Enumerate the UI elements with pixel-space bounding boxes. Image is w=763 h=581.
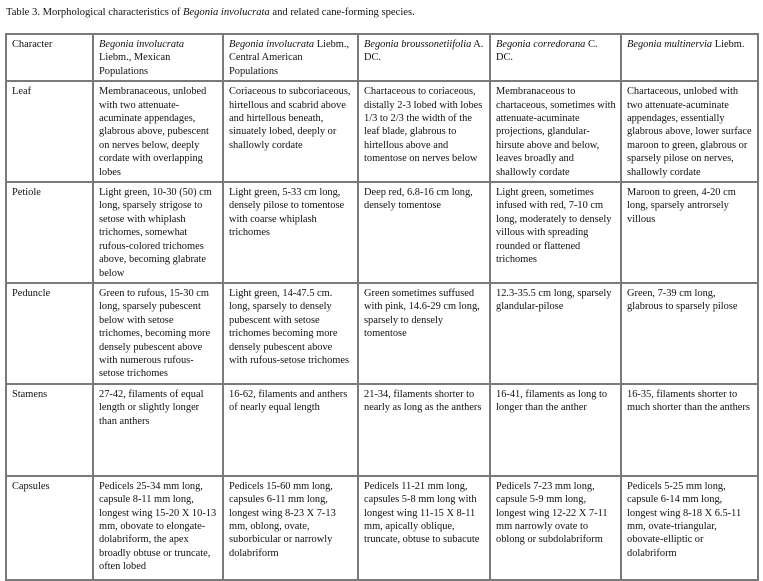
table-cell: 27-42, filaments of equal length or slightly longer than anthers — [93, 384, 223, 476]
table-cell: Deep red, 6.8-16 cm long, densely tomentose — [358, 182, 490, 283]
table-cell: Pedicels 5-25 mm long, capsule 6-14 mm long, longest wing 8-18 X 6.5-11 mm, ovate-triangular, obovate-elliptic or dolabriform — [621, 476, 758, 580]
table-cell: Pedicels 7-23 mm long, capsule 5-9 mm long, longest wing 12-22 X 7-11 mm narrowly ovate to oblong or subdolabriform — [490, 476, 621, 580]
table-cell: Light green, 10-30 (50) cm long, sparsely strigose to setose with whiplash trichomes, somewhat rufous-colored trichomes above, becoming glabrate below — [93, 182, 223, 283]
character-cell: Stamens — [6, 384, 93, 476]
column-header — [6, 34, 93, 81]
column-header — [223, 34, 358, 81]
character-cell: Peduncle — [6, 283, 93, 384]
table-cell: Membranaceous, unlobed with two attenuate-acuminate appendages, glabrous above, pubescent on nerves below, deeply cordate with overlapping lobes — [93, 81, 223, 182]
table-cell: Coriaceous to subcoriaceous, hirtellous and scabrid above and hirtellous beneath, sinuately lobed, deeply or shallowly cordate — [223, 81, 358, 182]
character-cell: Capsules — [6, 476, 93, 580]
header-label: Liebm., Mexican Populations — [99, 52, 171, 77]
table-row — [6, 182, 758, 283]
caption-text: Table 3. Morphological characteristics of — [6, 7, 183, 18]
table-cell: 16-41, filaments as long to longer than the anther — [490, 384, 621, 476]
table-cell: Green sometimes suffused with pink, 14.6-29 cm long, sparsely to densely tomentose — [358, 283, 490, 384]
table-row — [6, 283, 758, 384]
table-cell: 21-34, filaments shorter to nearly as long as the anthers — [358, 384, 490, 476]
morphology-table — [5, 33, 759, 581]
header-label: Liebm., Central American Populations — [229, 39, 350, 77]
table-cell: 16-35, filaments shorter to much shorter than the anthers — [621, 384, 758, 476]
header-species: Begonia broussonetiifolia — [364, 39, 472, 50]
column-header — [358, 34, 490, 81]
table-cell: Green to rufous, 15-30 cm long, sparsely pubescent below with setose trichomes, becoming more densely pubescent above with numerous rufous-setose trichomes — [93, 283, 223, 384]
table-cell: Light green, 14-47.5 cm. long, sparsely to densely pubescent with setose trichomes becoming more densely pubescent above with rufous-setose trichomes — [223, 283, 358, 384]
header-label: Character — [12, 39, 53, 50]
character-cell: Leaf — [6, 81, 93, 182]
table-cell: Maroon to green, 4-20 cm long, sparsely antrorsely villous — [621, 182, 758, 283]
column-header — [490, 34, 621, 81]
table-cell: Pedicels 11-21 mm long, capsules 5-8 mm long with longest wing 11-15 X 8-11 mm, apically oblique, truncate, obtuse to subacute — [358, 476, 490, 580]
column-header — [93, 34, 223, 81]
table-cell: Pedicels 25-34 mm long, capsule 8-11 mm long, longest wing 15-20 X 10-13 mm, obovate to elongate-dolabriform, the apex broadly obtuse or truncate, often lobed — [93, 476, 223, 580]
table-caption — [6, 7, 415, 18]
table-cell: 12.3-35.5 cm long, sparsely glandular-pilose — [490, 283, 621, 384]
header-species: Begonia multinervia — [627, 39, 713, 50]
caption-species: Begonia involucrata — [182, 7, 270, 18]
table-cell: Chartaceous to coriaceous, distally 2-3 lobed with lobes 1/3 to 2/3 the width of the leaf blade, glabrous to hirtellous above and tomentose on nerves below — [358, 81, 490, 182]
column-header — [621, 34, 758, 81]
caption-text-end: and related cane-forming species. — [269, 7, 415, 18]
table-cell: Green, 7-39 cm long, glabrous to sparsely pilose — [621, 283, 758, 384]
table-row — [6, 384, 758, 476]
header-species: Begonia involucrata — [99, 39, 185, 50]
table-cell: Membranaceous to chartaceous, sometimes with attenuate-acuminate projections, glandular-hirsute above and below, leaves broadly and shallowly cordate — [490, 81, 621, 182]
header-species: Begonia corredorana — [496, 39, 586, 50]
header-label: C. DC. — [496, 39, 598, 64]
table-cell: 16-62, filaments and anthers of nearly equal length — [223, 384, 358, 476]
header-species: Begonia involucrata — [229, 39, 315, 50]
header-row — [6, 34, 758, 81]
header-label: A. DC. — [364, 39, 484, 64]
table-row — [6, 476, 758, 580]
table-cell: Pedicels 15-60 mm long, capsules 6-11 mm long, longest wing 8-23 X 7-13 mm, oblong, ovate, suborbicular or narrowly dolabriform — [223, 476, 358, 580]
table-cell: Chartaceous, unlobed with two attenuate-acuminate appendages, essentially glabrous above, lower surface maroon to green, glabrous or sparsely pilose on nerves, shallowly cordate — [621, 81, 758, 182]
table-cell: Light green, 5-33 cm long, densely pilose to tomentose with coarse whiplash trichomes — [223, 182, 358, 283]
table-row — [6, 81, 758, 182]
header-label: Liebm. — [712, 39, 745, 50]
table-cell: Light green, sometimes infused with red, 7-10 cm long, moderately to densely villous with spreading rounded or flattened trichomes — [490, 182, 621, 283]
character-cell: Petiole — [6, 182, 93, 283]
